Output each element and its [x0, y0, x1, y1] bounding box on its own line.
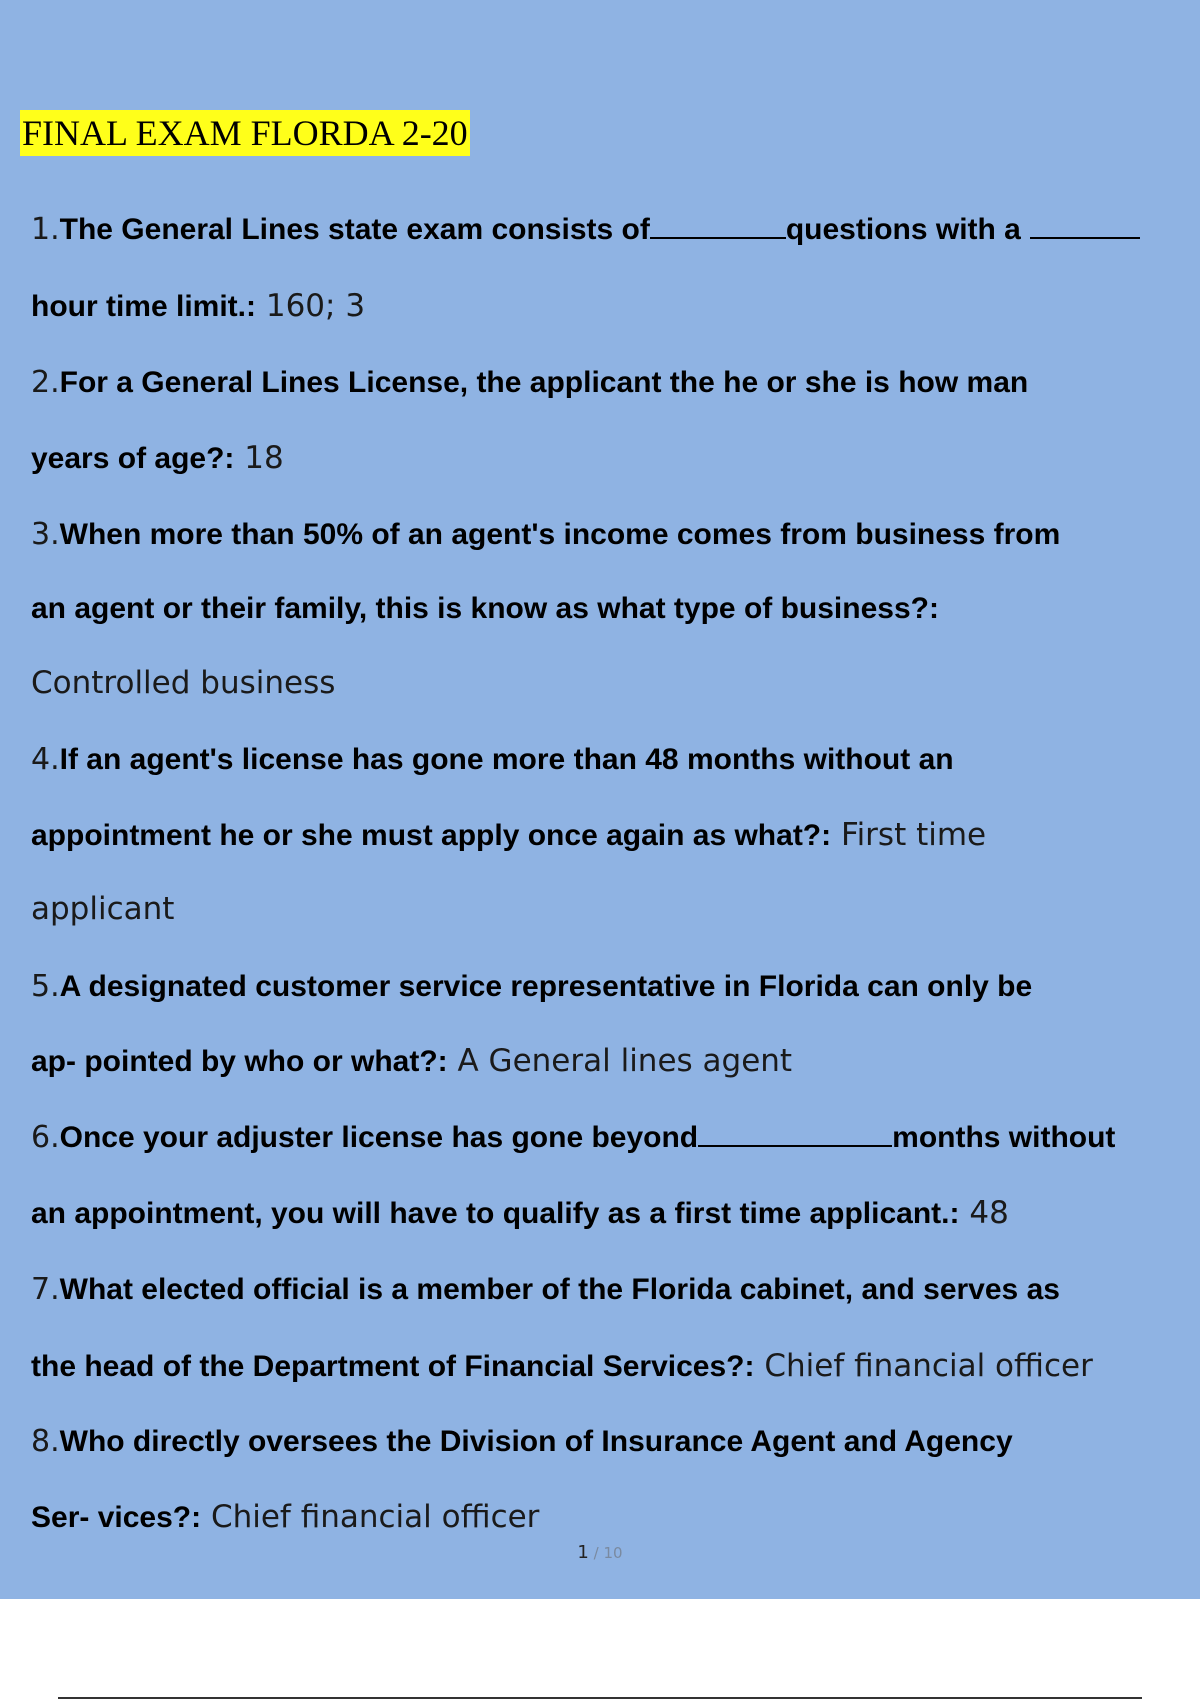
question-4-text-end: appointment he or she must apply once again as what?:: [31, 819, 832, 852]
question-7-text: What elected official is a member of the Florida cabinet, and serves as: [59, 1273, 1060, 1306]
question-8-line-2: [31, 1497, 539, 1538]
question-7-answer: Chief financial officer: [754, 1348, 1093, 1384]
question-4-number: 4.: [31, 742, 60, 777]
question-8-number: 8.: [31, 1424, 60, 1459]
question-4-answer-cont: applicant: [31, 891, 175, 927]
answer-blank: [1030, 215, 1140, 239]
question-6-line-1: [31, 1118, 1115, 1158]
question-7-text-end: the head of the Department of Financial Services?:: [31, 1350, 755, 1383]
question-6-answer: 48: [959, 1195, 1009, 1231]
question-4-line-3: [31, 889, 174, 930]
question-2-line-2: [31, 438, 284, 479]
question-4-text: If an agent's license has gone more than 48 months without an: [59, 743, 954, 776]
question-1-text: The General Lines state exam consists of: [59, 213, 650, 246]
answer-blank: [698, 1123, 892, 1147]
question-5-line-2: [31, 1041, 792, 1082]
question-6-text: Once your adjuster license has gone beyond: [59, 1121, 699, 1154]
question-1-line-2: [31, 286, 365, 327]
question-2-text: For a General Lines License, the applicant the he or she is how man: [59, 366, 1029, 399]
total-pages: / 10: [588, 1544, 623, 1562]
question-1-line-1: [31, 210, 1140, 250]
question-2-line-1: [31, 363, 1028, 403]
question-2-answer: 18: [234, 440, 284, 476]
question-7-line-1: [31, 1270, 1060, 1310]
question-8-answer: Chief financial officer: [201, 1499, 540, 1535]
question-5-number: 5.: [31, 969, 60, 1004]
question-3-text-end: an agent or their family, this is know as what type of business?:: [31, 592, 939, 625]
question-5-line-1: [31, 967, 1032, 1007]
question-8-text-end: Ser- vices?:: [31, 1501, 202, 1534]
question-6-text-cont: months without: [892, 1121, 1116, 1154]
question-3-line-1: [31, 515, 1060, 555]
question-8-text: Who directly oversees the Division of Insurance Agent and Agency: [59, 1425, 1013, 1458]
question-3-answer: Controlled business: [31, 665, 336, 701]
current-page-number: 1: [577, 1542, 589, 1563]
question-6-line-2: [31, 1193, 1009, 1234]
question-8-line-1: [31, 1422, 1013, 1462]
question-6-number: 6.: [31, 1120, 60, 1155]
question-5-answer: A General lines agent: [447, 1043, 793, 1079]
question-4-line-2: [31, 815, 986, 856]
question-1-text-end: hour time limit.:: [31, 290, 256, 323]
question-6-text-end: an appointment, you will have to qualify as a first time applicant.:: [31, 1197, 960, 1230]
page-indicator: [0, 1542, 1200, 1563]
next-page-divider: [58, 1697, 1142, 1699]
answer-blank: [650, 215, 786, 239]
question-3-line-3: [31, 663, 335, 704]
question-5-text-end: ap- pointed by who or what?:: [31, 1045, 448, 1078]
question-1-number: 1.: [31, 212, 60, 247]
question-7-number: 7.: [31, 1272, 60, 1307]
question-2-text-end: years of age?:: [31, 442, 235, 475]
question-3-number: 3.: [31, 517, 60, 552]
question-7-line-2: [31, 1346, 1093, 1387]
question-3-text: When more than 50% of an agent's income comes from business from: [59, 518, 1061, 551]
question-1-answer: 160; 3: [256, 288, 366, 324]
question-2-number: 2.: [31, 365, 60, 400]
question-4-line-1: [31, 740, 954, 780]
question-3-line-2: [31, 589, 939, 629]
question-5-text: A designated customer service representative in Florida can only be: [59, 970, 1033, 1003]
question-1-text-cont: questions with a: [785, 213, 1021, 246]
question-4-answer: First time: [831, 817, 987, 853]
document-title: FINAL EXAM FLORDA 2-20: [20, 110, 470, 156]
